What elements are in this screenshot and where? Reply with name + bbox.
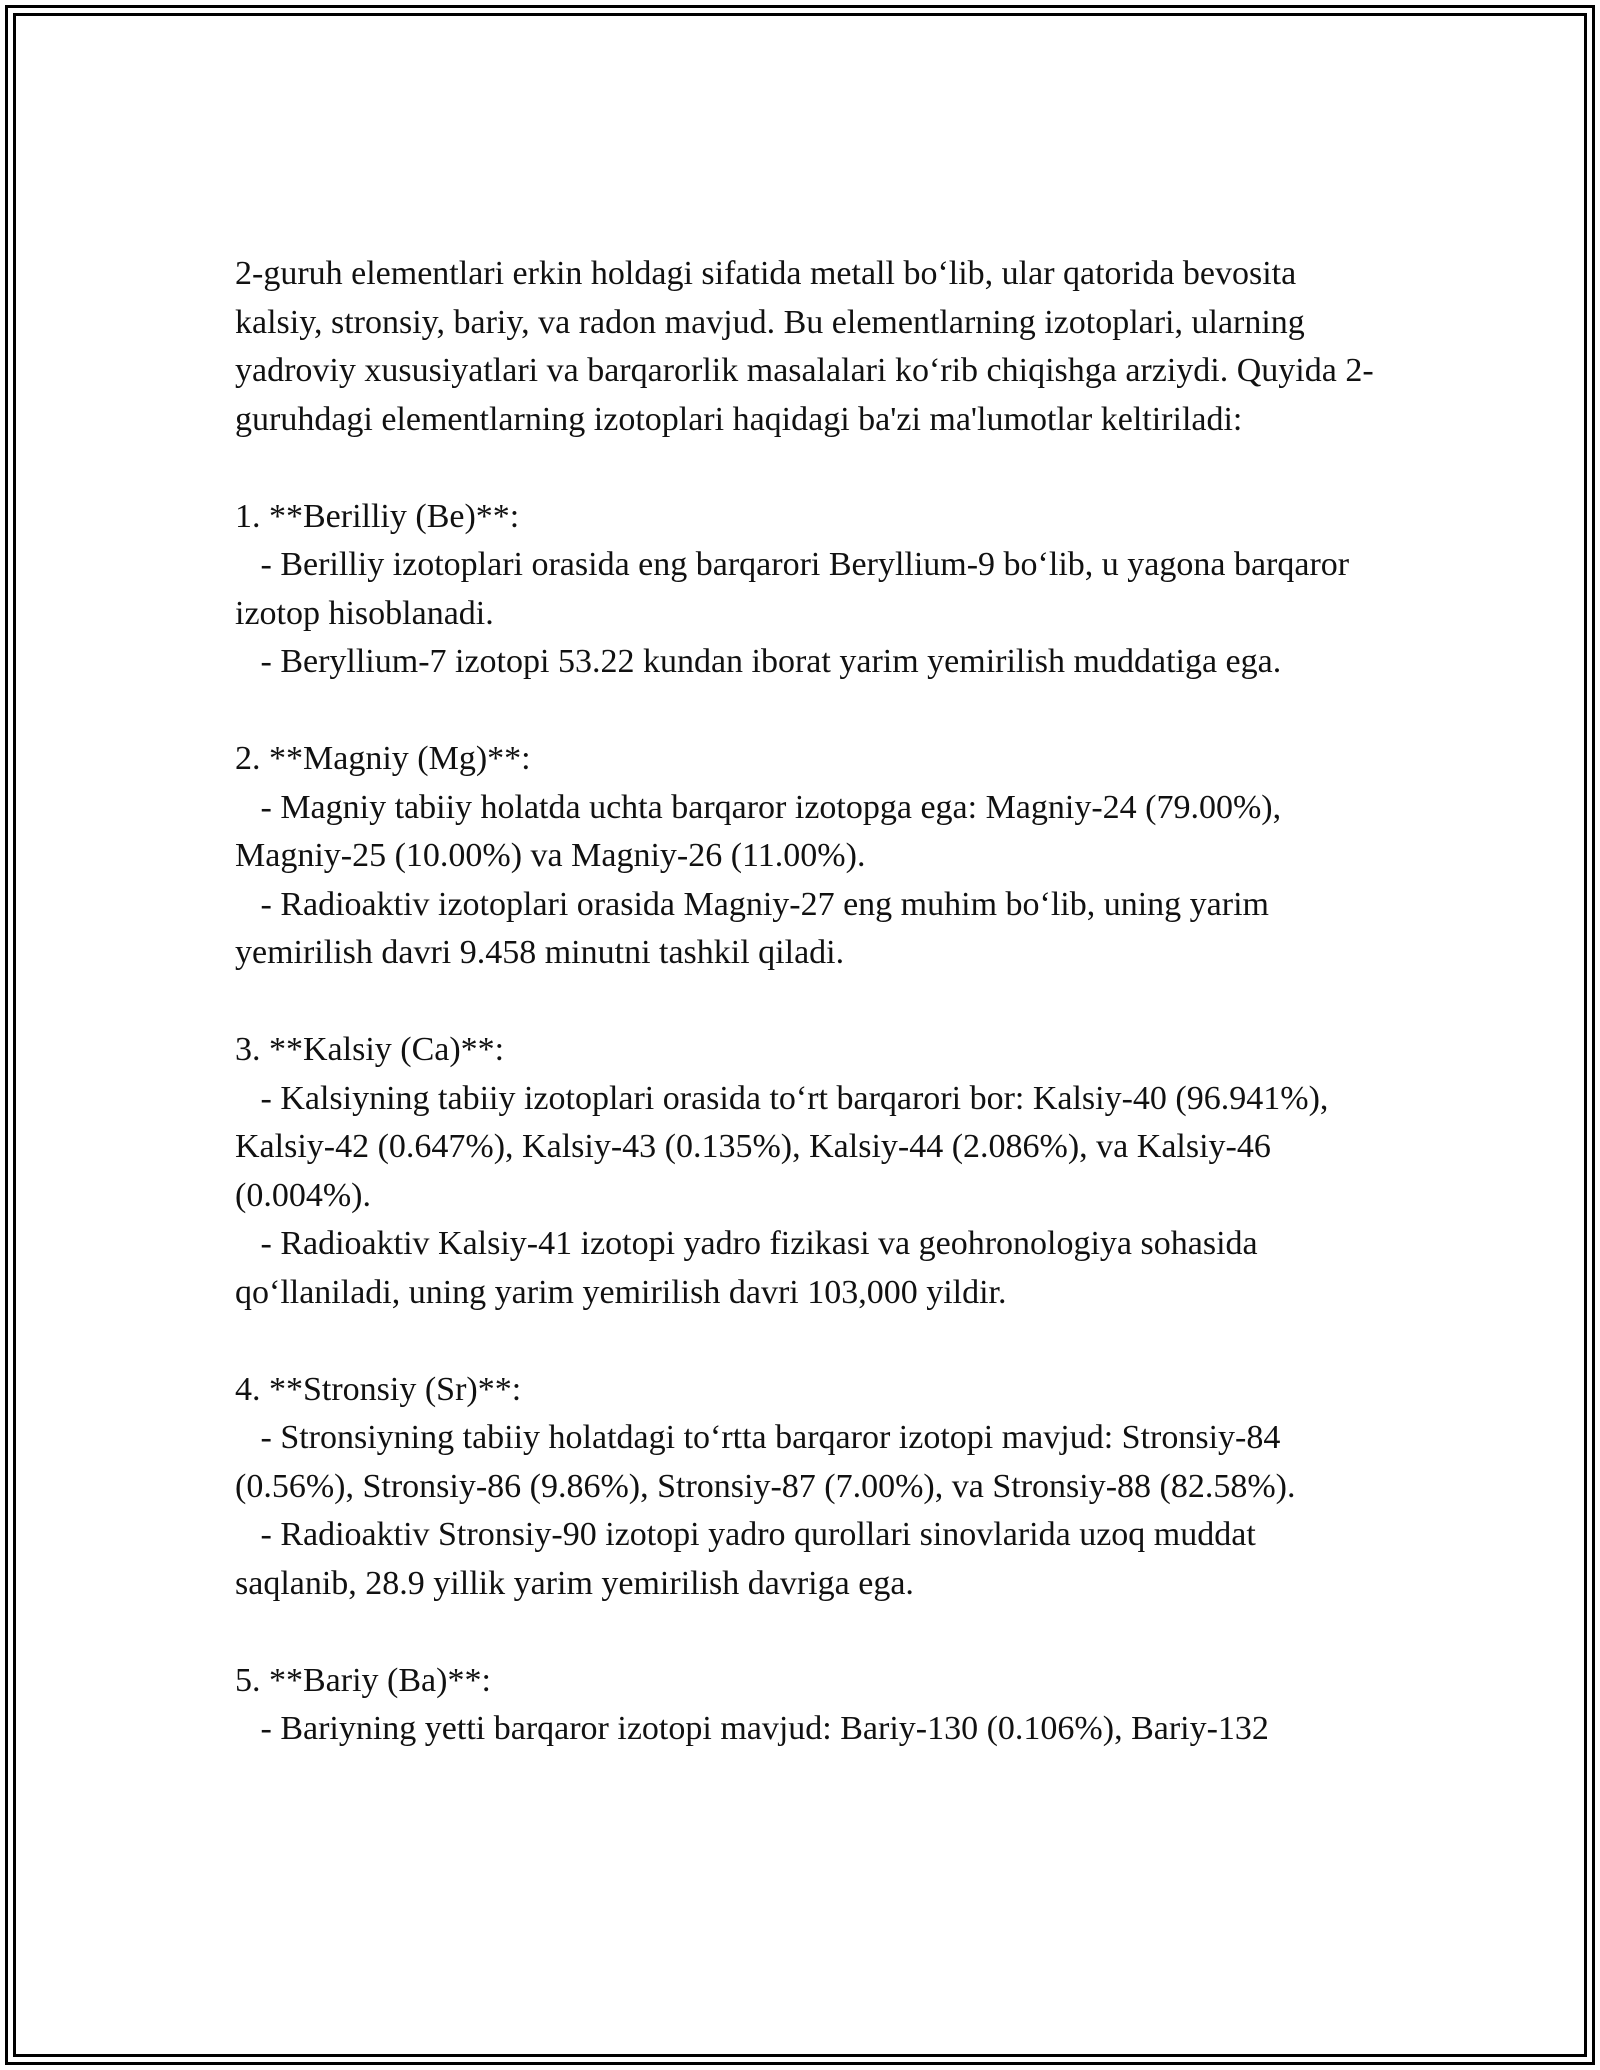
list-item: - Magniy tabiiy holatda uchta barqaror izotopga ega: Magniy-24 (79.00%), Magniy-25 (10.00%) va Magniy-26 (11.00%).: [235, 788, 1290, 874]
section-calcium: [235, 1026, 1375, 1317]
list-item: - Bariyning yetti barqaror izotopi mavjud: Bariy-130 (0.106%), Bariy-132: [235, 1710, 1269, 1747]
section-heading: 1. **Berilliy (Be)**:: [235, 497, 520, 535]
list-item: - Stronsiyning tabiiy holatdagi to‘rtta barqaror izotopi mavjud: Stronsiy-84 (0.56%), Stronsiy-86 (9.86%), Stronsiy-87 (7.00%), va Stronsiy-88 (82.58%).: [235, 1419, 1296, 1505]
section-strontium: [235, 1366, 1375, 1609]
section-heading: 2. **Magniy (Mg)**:: [235, 740, 531, 777]
section-magnesium: [235, 735, 1375, 978]
list-item: - Berilliy izotoplari orasida eng barqarori Beryllium-9 bo‘lib, u yagona barqaror izotop hisoblanadi.: [235, 546, 1358, 632]
section-heading: 5. **Bariy (Ba)**:: [235, 1661, 491, 1699]
spacer: [235, 978, 1375, 1027]
section-beryllium: [235, 493, 1375, 687]
list-item: - Kalsiyning tabiiy izotoplari orasida to‘rt barqarori bor: Kalsiy-40 (96.941%), Kalsiy-42 (0.647%), Kalsiy-43 (0.135%), Kalsiy-44 (2.086%), va Kalsiy-46 (0.004%).: [235, 1079, 1337, 1214]
document-body: [235, 250, 1375, 1754]
list-item: - Radioaktiv izotoplari orasida Magniy-27 eng muhim bo‘lib, uning yarim yemirilish davri 9.458 minutni tashkil qiladi.: [235, 885, 1278, 971]
list-item: - Radioaktiv Kalsiy-41 izotopi yadro fizikasi va geohronologiya sohasida qo‘llaniladi, uning yarim yemirilish davri 103,000 yildir.: [235, 1225, 1267, 1311]
section-barium: [235, 1657, 1375, 1754]
intro-paragraph: 2-guruh elementlari erkin holdagi sifatida metall bo‘lib, ular qatorida bevosita kalsiy, stronsiy, bariy, va radon mavjud. Bu elementlarning izotoplari, ularning yadroviy xususiyatlari va barqarorlik masalalari ko‘rib chiqishga arziydi. Quyida 2-guruhdagi elementlarning izotoplari haqidagi ba'zi ma'lumotlar keltiriladi:: [235, 255, 1374, 438]
list-item: - Radioaktiv Stronsiy-90 izotopi yadro qurollari sinovlarida uzoq muddat saqlanib, 28.9 yillik yarim yemirilish davriga ega.: [235, 1516, 1265, 1602]
spacer: [235, 1317, 1375, 1366]
spacer: [235, 687, 1375, 736]
spacer: [235, 1608, 1375, 1657]
section-heading: 3. **Kalsiy (Ca)**:: [235, 1031, 505, 1068]
section-heading: 4. **Stronsiy (Sr)**:: [235, 1370, 522, 1408]
list-item: - Beryllium-7 izotopi 53.22 kundan iborat yarim yemirilish muddatiga ega.: [235, 643, 1282, 680]
spacer: [235, 444, 1375, 493]
